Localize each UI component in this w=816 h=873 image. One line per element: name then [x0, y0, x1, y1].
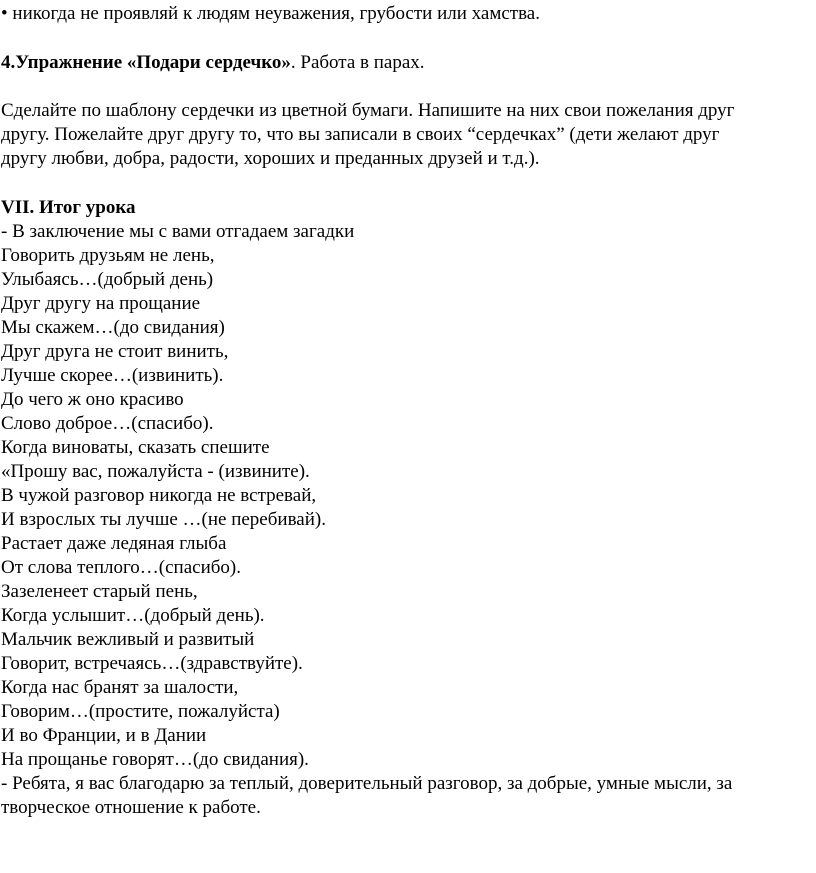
riddle-line: До чего ж оно красиво [1, 389, 184, 410]
riddle-line: Мальчик вежливый и развитый [1, 629, 255, 650]
exercise-paragraph [1, 51, 425, 75]
exercise-heading: 4.Упражнение «Подари сердечко» [1, 52, 291, 73]
riddle-line: Лучше скорее…(извинить). [1, 365, 224, 386]
riddle-line: Когда услышит…(добрый день). [1, 605, 265, 626]
riddle-line: «Прошу вас, пожалуйста - (извините). [1, 461, 310, 482]
riddle-line: Говорит, встречаясь…(здравствуйте). [1, 653, 303, 674]
riddle-line: Говорим…(простите, пожалуйста) [1, 701, 280, 722]
riddle-line: Растает даже ледяная глыба [1, 533, 227, 554]
riddle-line: Говорить друзьям не лень, [1, 245, 215, 266]
riddle-line: Когда виноваты, сказать спешите [1, 437, 270, 458]
exercise-description: . Работа в парах. [290, 52, 425, 73]
rule-bullet-line: • никогда не проявляй к людям неуважения, грубости или хамства. [1, 3, 540, 24]
instruction-line: другу. Пожелайте друг другу то, что вы записали в своих “сердечках” (дети желают друг [1, 124, 720, 145]
instruction-line: другу любви, добра, радости, хороших и преданных друзей и т.д.). [1, 148, 540, 169]
riddle-line: От слова теплого…(спасибо). [1, 557, 242, 578]
closing-line: - Ребята, я вас благодарю за теплый, доверительный разговор, за добрые, умные мысли, за [1, 773, 733, 794]
summary-line: - В заключение мы с вами отгадаем загадки [1, 221, 355, 242]
riddle-line: И во Франции, и в Дании [1, 725, 207, 746]
riddle-line: Друг другу на прощание [1, 293, 201, 314]
riddle-line: Когда нас бранят за шалости, [1, 677, 239, 698]
riddle-line: И взрослых ты лучше …(не перебивай). [1, 509, 326, 530]
riddle-line: Зазеленеет старый пень, [1, 581, 198, 602]
riddle-line: В чужой разговор никогда не встревай, [1, 485, 317, 506]
riddle-line: На прощанье говорят…(до свидания). [1, 749, 309, 770]
riddle-line: Друг друга не стоит винить, [1, 341, 229, 362]
closing-line: творческое отношение к работе. [1, 797, 261, 818]
instruction-line: Сделайте по шаблону сердечки из цветной бумаги. Напишите на них свои пожелания друг [1, 100, 735, 121]
riddle-line: Мы скажем…(до свидания) [1, 317, 225, 338]
riddle-line: Улыбаясь…(добрый день) [1, 269, 214, 290]
summary-heading: VII. Итог урока [1, 197, 136, 218]
riddle-line: Слово доброе…(спасибо). [1, 413, 214, 434]
